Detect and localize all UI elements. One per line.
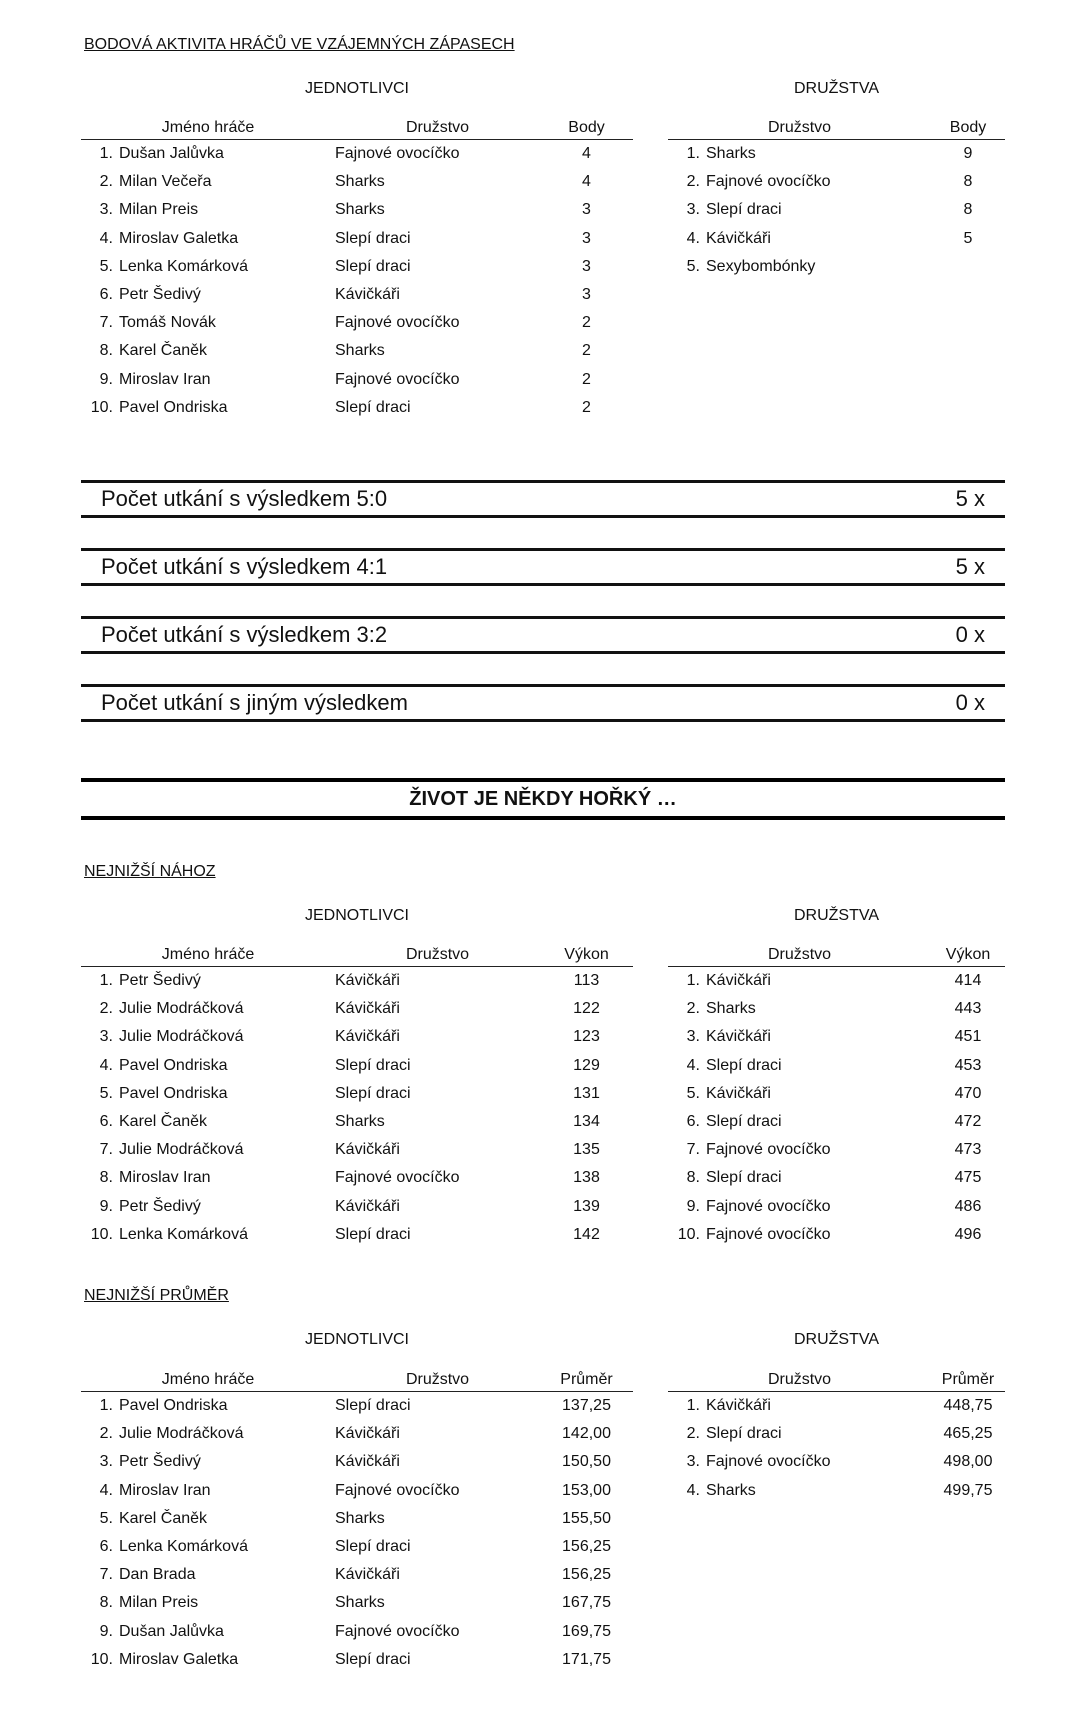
team-cell: Sharks	[335, 1509, 385, 1527]
team-cell: Kávičkáři	[335, 1566, 400, 1584]
value-cell: 2	[582, 342, 591, 360]
table-row	[668, 1221, 1005, 1249]
value-cell: 150,50	[562, 1453, 611, 1471]
table-row	[81, 1108, 633, 1136]
value-cell	[931, 253, 1005, 281]
column-header-team: Družstvo	[335, 1365, 540, 1392]
result-count-label: Počet utkání s jiným výsledkem	[101, 690, 408, 715]
team-cell: Slepí draci	[335, 398, 411, 416]
value-cell: 486	[954, 1197, 982, 1215]
player-name-cell: Julie Modráčková	[119, 1141, 244, 1159]
team-cell: Sharks	[335, 173, 385, 191]
table-row	[81, 1589, 633, 1617]
player-name-cell: Milan Preis	[119, 201, 199, 219]
value-cell: 2	[582, 370, 591, 388]
rank-cell: 7.	[99, 1141, 113, 1159]
team-cell: Fajnové ovocíčko	[706, 1225, 831, 1243]
rank-cell: 4.	[99, 1056, 113, 1074]
table-row	[81, 1420, 633, 1448]
table-row	[81, 168, 633, 196]
result-count-label: Počet utkání s výsledkem 3:2	[101, 622, 388, 647]
rank-cell: 5.	[686, 1084, 700, 1102]
value-cell: 443	[954, 1000, 982, 1018]
table-header-row	[81, 1365, 633, 1392]
column-header-team: Družstvo	[668, 113, 931, 140]
column-header-team: Družstvo	[335, 113, 540, 140]
table-row	[81, 995, 633, 1023]
table-row	[81, 225, 633, 253]
table-header-row	[81, 113, 633, 140]
team-cell: Slepí draci	[335, 1538, 411, 1556]
team-cell: Kávičkáři	[335, 286, 400, 304]
player-name-cell: Miroslav Galetka	[119, 229, 239, 247]
table-header-row	[668, 1365, 1005, 1392]
value-cell: 5	[963, 229, 973, 247]
rank-cell: 3.	[99, 1028, 113, 1046]
rank-cell: 3.	[686, 1028, 700, 1046]
table-row	[81, 1618, 633, 1646]
player-name-cell: Petr Šedivý	[119, 1197, 201, 1215]
value-cell: 414	[954, 972, 982, 990]
rank-cell: 9.	[99, 370, 113, 388]
table-row	[81, 1561, 633, 1589]
result-count-value: 0 x	[955, 622, 985, 647]
rank-cell: 7.	[99, 314, 113, 332]
table-row	[668, 1080, 1005, 1108]
team-cell: Kávičkáři	[706, 1084, 771, 1102]
table-row	[668, 1136, 1005, 1164]
player-name-cell: Julie Modráčková	[119, 1425, 244, 1443]
table-row	[668, 1164, 1005, 1192]
column-header-team: Družstvo	[335, 940, 540, 967]
table-row	[668, 1052, 1005, 1080]
team-cell: Slepí draci	[335, 1056, 411, 1074]
value-cell: 451	[954, 1028, 982, 1046]
value-cell: 453	[954, 1056, 982, 1074]
team-cell: Slepí draci	[335, 1650, 411, 1668]
rank-cell: 6.	[686, 1113, 700, 1131]
team-cell: Kávičkáři	[335, 1453, 400, 1471]
table-row	[668, 1420, 1005, 1448]
player-name-cell: Dušan Jalůvka	[119, 1622, 224, 1640]
player-name-cell: Petr Šedivý	[119, 1453, 201, 1471]
column-header-value: Výkon	[540, 940, 633, 967]
table-row	[668, 1193, 1005, 1221]
group-title-teams: DRUŽSTVA	[793, 1331, 880, 1348]
rank-cell: 8.	[686, 1169, 700, 1187]
rank-cell: 10.	[677, 1225, 700, 1243]
team-cell: Slepí draci	[335, 1397, 411, 1415]
column-header-value: Průměr	[931, 1365, 1005, 1392]
table-header-row	[81, 940, 633, 967]
team-cell: Kávičkáři	[706, 229, 771, 247]
rank-cell: 4.	[99, 1481, 113, 1499]
rank-cell: 2.	[686, 1000, 700, 1018]
rank-cell: 6.	[99, 1113, 113, 1131]
team-cell: Kávičkáři	[335, 1028, 400, 1046]
rank-cell: 4.	[686, 229, 700, 247]
value-cell: 9	[963, 145, 973, 163]
value-cell: 155,50	[562, 1509, 611, 1527]
team-cell: Fajnové ovocíčko	[706, 1197, 831, 1215]
table-row	[81, 1221, 633, 1249]
player-name-cell: Lenka Komárková	[119, 1538, 248, 1556]
value-cell: 8	[963, 201, 973, 219]
table-row	[81, 253, 633, 281]
player-name-cell: Julie Modráčková	[119, 1000, 244, 1018]
rank-cell: 1.	[686, 145, 700, 163]
team-cell: Sharks	[335, 1594, 385, 1612]
rank-cell: 9.	[686, 1197, 700, 1215]
team-cell: Fajnové ovocíčko	[335, 145, 460, 163]
rank-cell: 5.	[686, 257, 700, 275]
table-row	[81, 1448, 633, 1476]
value-cell: 4	[582, 145, 591, 163]
group-title-individuals: JEDNOTLIVCI	[304, 1331, 409, 1348]
value-cell: 470	[954, 1084, 982, 1102]
table-row	[668, 1023, 1005, 1051]
table-row	[81, 309, 633, 337]
rank-cell: 2.	[99, 1000, 113, 1018]
table-row	[668, 1392, 1005, 1421]
rank-cell: 9.	[99, 1622, 113, 1640]
value-cell: 138	[573, 1169, 600, 1187]
rank-cell: 10.	[90, 1225, 113, 1243]
value-cell: 475	[954, 1169, 982, 1187]
value-cell: 142	[573, 1225, 600, 1243]
column-header-value: Body	[540, 113, 633, 140]
team-cell: Slepí draci	[335, 1225, 411, 1243]
team-cell: Fajnové ovocíčko	[335, 1622, 460, 1640]
table-row	[668, 253, 1005, 281]
result-count-band	[81, 684, 1005, 722]
rank-cell: 4.	[686, 1481, 700, 1499]
result-count-band	[81, 548, 1005, 586]
team-cell: Sharks	[706, 1481, 756, 1499]
team-cell: Fajnové ovocíčko	[335, 1169, 460, 1187]
player-name-cell: Milan Večeřa	[119, 173, 212, 191]
rank-cell: 3.	[99, 1453, 113, 1471]
team-cell: Kávičkáři	[335, 1141, 400, 1159]
team-cell: Fajnové ovocíčko	[706, 1453, 831, 1471]
rank-cell: 4.	[99, 229, 113, 247]
result-count-band	[81, 480, 1005, 518]
column-header-value: Průměr	[540, 1365, 633, 1392]
section-title-points: BODOVÁ AKTIVITA HRÁČŮ VE VZÁJEMNÝCH ZÁPASECH	[84, 36, 515, 53]
value-cell: 122	[573, 1000, 600, 1018]
team-cell: Slepí draci	[706, 1056, 782, 1074]
value-cell: 129	[573, 1056, 600, 1074]
table-row	[81, 1052, 633, 1080]
table-header-row	[668, 113, 1005, 140]
value-cell: 465,25	[943, 1425, 993, 1443]
table-row	[81, 1136, 633, 1164]
rank-cell: 2.	[99, 1425, 113, 1443]
table-row	[81, 394, 633, 422]
value-cell: 135	[573, 1141, 600, 1159]
result-count-value: 0 x	[955, 690, 985, 715]
table-row	[668, 140, 1005, 169]
value-cell: 156,25	[562, 1566, 611, 1584]
table-row	[81, 1164, 633, 1192]
value-cell: 2	[582, 398, 591, 416]
column-header-value: Výkon	[931, 940, 1005, 967]
team-cell: Fajnové ovocíčko	[335, 370, 460, 388]
value-cell: 137,25	[562, 1397, 611, 1415]
group-title-individuals: JEDNOTLIVCI	[304, 907, 409, 924]
rank-cell: 5.	[99, 257, 113, 275]
value-cell: 473	[954, 1141, 982, 1159]
player-name-cell: Karel Čaněk	[119, 1113, 208, 1131]
player-name-cell: Tomáš Novák	[119, 314, 216, 332]
team-cell: Kávičkáři	[335, 1197, 400, 1215]
points-individuals-table	[81, 113, 633, 422]
section-title-lowest-average: NEJNIŽŠÍ PRŮMĚR	[84, 1287, 229, 1304]
rank-cell: 1.	[99, 1397, 113, 1415]
column-header-team: Družstvo	[668, 1365, 931, 1392]
team-cell: Fajnové ovocíčko	[706, 1141, 831, 1159]
table-row	[81, 1392, 633, 1421]
table-row	[81, 337, 633, 365]
value-cell: 123	[573, 1028, 600, 1046]
team-cell: Kávičkáři	[335, 1425, 400, 1443]
value-cell: 134	[573, 1113, 600, 1131]
player-name-cell: Pavel Ondriska	[119, 1397, 228, 1415]
rank-cell: 6.	[99, 1538, 113, 1556]
points-teams-table	[668, 113, 1005, 281]
rank-cell: 1.	[686, 972, 700, 990]
lowest-throw-individuals-table	[81, 940, 633, 1249]
player-name-cell: Petr Šedivý	[119, 972, 201, 990]
column-header-value: Body	[931, 113, 1005, 140]
table-row	[668, 168, 1005, 196]
value-cell: 3	[582, 257, 591, 275]
team-cell: Fajnové ovocíčko	[706, 173, 831, 191]
table-row	[668, 225, 1005, 253]
player-name-cell: Miroslav Galetka	[119, 1650, 239, 1668]
table-row	[668, 1477, 1005, 1505]
table-row	[81, 196, 633, 224]
player-name-cell: Petr Šedivý	[119, 286, 201, 304]
player-name-cell: Miroslav Iran	[119, 1169, 211, 1187]
rank-cell: 8.	[99, 342, 113, 360]
table-row	[81, 366, 633, 394]
value-cell: 3	[582, 229, 591, 247]
value-cell: 153,00	[562, 1481, 611, 1499]
result-count-label: Počet utkání s výsledkem 4:1	[101, 554, 388, 579]
team-cell: Sharks	[335, 201, 385, 219]
team-cell: Kávičkáři	[335, 972, 400, 990]
team-cell: Slepí draci	[335, 229, 411, 247]
group-title-teams: DRUŽSTVA	[793, 80, 880, 97]
column-header-name: Jméno hráče	[81, 1365, 335, 1392]
value-cell: 8	[963, 173, 973, 191]
rank-cell: 7.	[99, 1566, 113, 1584]
table-row	[81, 1080, 633, 1108]
team-cell: Fajnové ovocíčko	[335, 314, 460, 332]
player-name-cell: Milan Preis	[119, 1594, 199, 1612]
banner-text: ŽIVOT JE NĚKDY HOŘKÝ …	[409, 787, 677, 810]
player-name-cell: Lenka Komárková	[119, 1225, 248, 1243]
value-cell: 139	[573, 1197, 600, 1215]
table-row	[81, 140, 633, 169]
team-cell: Kávičkáři	[706, 1397, 771, 1415]
value-cell: 3	[582, 201, 591, 219]
rank-cell: 4.	[686, 1056, 700, 1074]
value-cell: 113	[573, 972, 600, 990]
table-row	[668, 1108, 1005, 1136]
table-row	[81, 1193, 633, 1221]
lowest-average-teams-table	[668, 1365, 1005, 1505]
value-cell: 3	[582, 286, 591, 304]
rank-cell: 6.	[99, 286, 113, 304]
rank-cell: 1.	[99, 972, 113, 990]
column-header-name: Jméno hráče	[81, 940, 335, 967]
team-cell: Fajnové ovocíčko	[335, 1481, 460, 1499]
rank-cell: 8.	[99, 1594, 113, 1612]
group-title-individuals: JEDNOTLIVCI	[304, 80, 409, 97]
table-row	[81, 1646, 633, 1674]
team-cell: Slepí draci	[335, 257, 411, 275]
team-cell: Sharks	[335, 1113, 385, 1131]
team-cell: Slepí draci	[335, 1084, 411, 1102]
team-cell: Sexybombónky	[706, 257, 816, 275]
team-cell: Sharks	[706, 1000, 756, 1018]
table-row	[668, 967, 1005, 996]
team-cell: Kávičkáři	[335, 1000, 400, 1018]
rank-cell: 9.	[99, 1197, 113, 1215]
rank-cell: 1.	[99, 145, 113, 163]
table-row	[81, 1477, 633, 1505]
result-count-value: 5 x	[955, 554, 985, 579]
table-row	[81, 967, 633, 996]
table-header-row	[668, 940, 1005, 967]
team-cell: Slepí draci	[706, 201, 782, 219]
team-cell: Sharks	[706, 145, 756, 163]
rank-cell: 2.	[686, 1425, 700, 1443]
value-cell: 171,75	[562, 1650, 611, 1668]
team-cell: Slepí draci	[706, 1169, 782, 1187]
section-title-lowest-throw: NEJNIŽŠÍ NÁHOZ	[84, 863, 216, 880]
rank-cell: 5.	[99, 1509, 113, 1527]
team-cell: Slepí draci	[706, 1425, 782, 1443]
lowest-throw-teams-table	[668, 940, 1005, 1249]
rank-cell: 10.	[90, 398, 113, 416]
team-cell: Slepí draci	[706, 1113, 782, 1131]
table-row	[81, 281, 633, 309]
player-name-cell: Lenka Komárková	[119, 257, 248, 275]
table-row	[668, 995, 1005, 1023]
rank-cell: 7.	[686, 1141, 700, 1159]
banner	[81, 778, 1005, 820]
group-title-teams: DRUŽSTVA	[793, 907, 880, 924]
player-name-cell: Dan Brada	[119, 1566, 196, 1584]
rank-cell: 10.	[90, 1650, 113, 1668]
value-cell: 2	[582, 314, 591, 332]
player-name-cell: Karel Čaněk	[119, 342, 208, 360]
value-cell: 496	[954, 1225, 982, 1243]
lowest-average-individuals-table	[81, 1365, 633, 1674]
rank-cell: 1.	[686, 1397, 700, 1415]
table-row	[81, 1505, 633, 1533]
player-name-cell: Julie Modráčková	[119, 1028, 244, 1046]
result-count-band	[81, 616, 1005, 654]
player-name-cell: Pavel Ondriska	[119, 1056, 228, 1074]
player-name-cell: Pavel Ondriska	[119, 1084, 228, 1102]
column-header-team: Družstvo	[668, 940, 931, 967]
rank-cell: 8.	[99, 1169, 113, 1187]
table-row	[668, 1448, 1005, 1476]
value-cell: 167,75	[562, 1594, 611, 1612]
team-cell: Kávičkáři	[706, 972, 771, 990]
value-cell: 498,00	[943, 1453, 993, 1471]
rank-cell: 5.	[99, 1084, 113, 1102]
value-cell: 156,25	[562, 1538, 611, 1556]
value-cell: 4	[582, 173, 591, 191]
team-cell: Sharks	[335, 342, 385, 360]
player-name-cell: Miroslav Iran	[119, 370, 211, 388]
value-cell: 169,75	[562, 1622, 611, 1640]
rank-cell: 2.	[99, 173, 113, 191]
player-name-cell: Dušan Jalůvka	[119, 145, 224, 163]
player-name-cell: Miroslav Iran	[119, 1481, 211, 1499]
rank-cell: 2.	[686, 173, 700, 191]
table-row	[81, 1533, 633, 1561]
table-row	[81, 1023, 633, 1051]
rank-cell: 3.	[686, 201, 700, 219]
column-header-name: Jméno hráče	[81, 113, 335, 140]
value-cell: 142,00	[562, 1425, 611, 1443]
result-count-label: Počet utkání s výsledkem 5:0	[101, 486, 388, 511]
player-name-cell: Karel Čaněk	[119, 1509, 208, 1527]
value-cell: 131	[573, 1084, 600, 1102]
rank-cell: 3.	[686, 1453, 700, 1471]
table-row	[668, 196, 1005, 224]
value-cell: 448,75	[943, 1397, 993, 1415]
value-cell: 499,75	[943, 1481, 993, 1499]
team-cell: Kávičkáři	[706, 1028, 771, 1046]
value-cell: 472	[954, 1113, 982, 1131]
result-count-value: 5 x	[955, 486, 985, 511]
player-name-cell: Pavel Ondriska	[119, 398, 228, 416]
rank-cell: 3.	[99, 201, 113, 219]
